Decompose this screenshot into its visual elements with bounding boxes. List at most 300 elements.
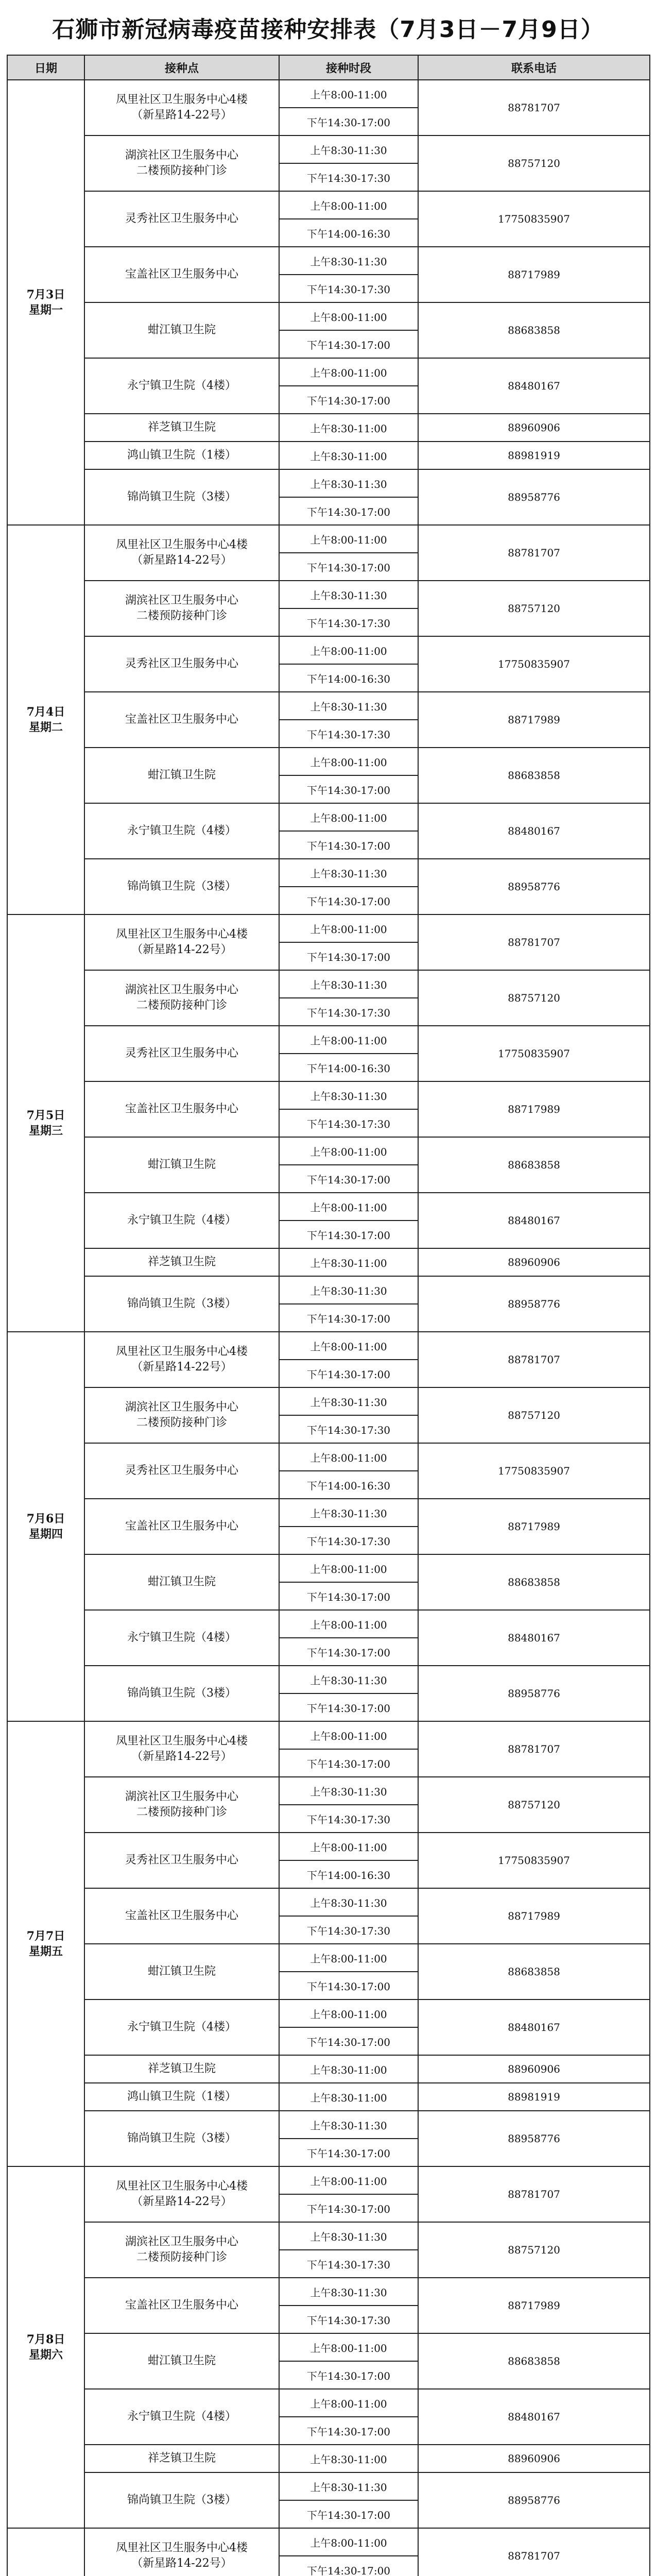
table-row — [7, 1944, 650, 1972]
time-slot-cell: 下午14:30-17:00 — [279, 1582, 418, 1610]
table-row — [7, 358, 650, 386]
site-name-line: 锦尚镇卫生院（3楼） — [127, 880, 236, 893]
time-slot-cell: 下午14:00-16:30 — [279, 1860, 418, 1888]
phone-cell: 88480167 — [418, 358, 650, 414]
site-cell — [84, 1888, 279, 1944]
weekday-label: 星期三 — [28, 1124, 63, 1138]
phone-cell: 88781707 — [418, 2528, 650, 2576]
site-name-line: 二楼预防接种门诊 — [136, 609, 227, 622]
phone-cell: 88960906 — [418, 2055, 650, 2083]
site-name-line: 凤里社区卫生服务中心4楼 — [116, 1345, 248, 1358]
schedule-body — [7, 80, 650, 2576]
site-name-line: 蚶江镇卫生院 — [147, 769, 216, 782]
site-name-line: 二楼预防接种门诊 — [136, 164, 227, 177]
time-slot-cell: 下午14:30-17:30 — [279, 1527, 418, 1554]
table-row — [7, 1137, 650, 1165]
phone-cell: 88757120 — [418, 135, 650, 191]
site-name-line: 凤里社区卫生服务中心4楼 — [116, 2541, 248, 2554]
site-cell — [84, 247, 279, 302]
phone-cell: 88757120 — [418, 581, 650, 636]
site-name-line: 宝盖社区卫生服务中心 — [125, 713, 238, 726]
weekday-label: 星期一 — [28, 303, 63, 317]
phone-cell: 88683858 — [418, 1944, 650, 1999]
time-slot-cell: 下午14:30-17:00 — [279, 1693, 418, 1721]
time-slot-cell: 下午14:30-17:30 — [279, 163, 418, 191]
time-slot-cell: 下午14:30-17:00 — [279, 2194, 418, 2222]
time-slot-cell: 上午8:00-11:00 — [279, 1944, 418, 1972]
site-name-line: 永宁镇卫生院（4楼） — [127, 1214, 236, 1227]
phone-cell: 88781707 — [418, 525, 650, 581]
time-slot-cell: 上午8:30-11:30 — [279, 1888, 418, 1916]
table-row — [7, 2389, 650, 2417]
site-name-line: 祥芝镇卫生院 — [147, 2062, 216, 2075]
date-cell — [7, 2166, 84, 2528]
time-slot-cell: 下午14:30-17:00 — [279, 2139, 418, 2166]
date-label: 7月4日 — [26, 705, 65, 719]
phone-cell: 88717989 — [418, 1499, 650, 1554]
table-row — [7, 1081, 650, 1109]
time-slot-cell: 上午8:00-11:00 — [279, 803, 418, 831]
time-slot-cell: 下午14:00-16:30 — [279, 664, 418, 692]
phone-cell: 88683858 — [418, 1554, 650, 1610]
time-slot-cell: 上午8:30-11:30 — [279, 1777, 418, 1805]
table-row — [7, 1554, 650, 1582]
site-cell — [84, 442, 279, 469]
site-name-line: （新星路14-22号） — [131, 554, 232, 567]
site-name-line: 锦尚镇卫生院（3楼） — [127, 1297, 236, 1310]
phone-cell: 88683858 — [418, 302, 650, 358]
table-row — [7, 247, 650, 275]
site-cell — [84, 2166, 279, 2222]
table-row — [7, 1777, 650, 1805]
phone-cell: 88781707 — [418, 80, 650, 135]
phone-cell: 88480167 — [418, 1999, 650, 2055]
date-cell — [7, 914, 84, 1332]
header-site: 接种点 — [84, 55, 279, 80]
table-row — [7, 803, 650, 831]
site-name-line: 宝盖社区卫生服务中心 — [125, 1103, 238, 1115]
site-cell — [84, 191, 279, 247]
table-row — [7, 2528, 650, 2556]
time-slot-cell: 上午8:30-11:30 — [279, 135, 418, 163]
date-cell — [7, 525, 84, 914]
time-slot-cell: 下午14:00-16:30 — [279, 219, 418, 247]
site-cell — [84, 914, 279, 970]
table-row — [7, 1666, 650, 1693]
time-slot-cell: 上午8:00-11:00 — [279, 748, 418, 775]
time-slot-cell: 上午8:00-11:00 — [279, 914, 418, 942]
weekday-label: 星期六 — [28, 2348, 63, 2362]
time-slot-cell: 下午14:30-17:00 — [279, 1972, 418, 1999]
site-name-line: 宝盖社区卫生服务中心 — [125, 2299, 238, 2312]
phone-cell: 88683858 — [418, 748, 650, 803]
site-name-line: 永宁镇卫生院（4楼） — [127, 2410, 236, 2423]
phone-cell: 88757120 — [418, 1777, 650, 1833]
time-slot-cell: 下午14:30-17:00 — [279, 1638, 418, 1666]
time-slot-cell: 下午14:30-17:30 — [279, 1916, 418, 1944]
time-slot-cell: 下午14:30-17:00 — [279, 1221, 418, 1248]
table-row — [7, 1026, 650, 1054]
time-slot-cell: 上午8:00-11:00 — [279, 1554, 418, 1582]
weekday-label: 星期五 — [28, 1945, 63, 1958]
time-slot-cell: 下午14:30-17:00 — [279, 831, 418, 859]
site-name-line: 蚶江镇卫生院 — [147, 1158, 216, 1171]
phone-cell: 17750835907 — [418, 1833, 650, 1888]
site-name-line: 凤里社区卫生服务中心4楼 — [116, 2180, 248, 2193]
site-name-line: 凤里社区卫生服务中心4楼 — [116, 538, 248, 551]
time-slot-cell: 上午8:00-11:00 — [279, 636, 418, 664]
phone-cell: 88960906 — [418, 414, 650, 442]
time-slot-cell: 下午14:30-17:30 — [279, 275, 418, 302]
time-slot-cell: 下午14:30-17:00 — [279, 330, 418, 358]
site-name-line: 凤里社区卫生服务中心4楼 — [116, 93, 248, 106]
time-slot-cell: 上午8:00-11:00 — [279, 1721, 418, 1749]
site-cell — [84, 1332, 279, 1387]
site-name-line: 宝盖社区卫生服务中心 — [125, 1520, 238, 1533]
time-slot-cell: 下午14:30-17:00 — [279, 2500, 418, 2528]
table-row — [7, 2083, 650, 2111]
table-row — [7, 1248, 650, 1276]
time-slot-cell: 上午8:30-11:30 — [279, 1499, 418, 1527]
site-name-line: （新星路14-22号） — [131, 109, 232, 122]
site-name-line: 凤里社区卫生服务中心4楼 — [116, 928, 248, 941]
time-slot-cell: 下午14:00-16:30 — [279, 1054, 418, 1081]
time-slot-cell: 下午14:30-17:00 — [279, 1360, 418, 1387]
time-slot-cell: 上午8:30-11:00 — [279, 2445, 418, 2472]
header-date: 日期 — [7, 55, 84, 80]
table-row — [7, 191, 650, 219]
time-slot-cell: 上午8:00-11:00 — [279, 1443, 418, 1471]
phone-cell: 88480167 — [418, 1610, 650, 1666]
time-slot-cell: 下午14:30-17:30 — [279, 2250, 418, 2278]
site-cell — [84, 1777, 279, 1833]
table-row — [7, 1499, 650, 1527]
site-name-line: 二楼预防接种门诊 — [136, 2251, 227, 2264]
phone-cell: 88958776 — [418, 469, 650, 525]
site-cell — [84, 2333, 279, 2389]
phone-cell: 88683858 — [418, 1137, 650, 1193]
site-name-line: （新星路14-22号） — [131, 943, 232, 956]
site-cell — [84, 1443, 279, 1499]
site-cell — [84, 80, 279, 135]
site-name-line: 祥芝镇卫生院 — [147, 1256, 216, 1268]
table-row — [7, 442, 650, 469]
time-slot-cell: 上午8:00-11:00 — [279, 191, 418, 219]
site-cell — [84, 469, 279, 525]
site-name-line: （新星路14-22号） — [131, 1750, 232, 1763]
table-row — [7, 581, 650, 608]
table-row — [7, 748, 650, 775]
time-slot-cell: 上午8:30-11:30 — [279, 469, 418, 497]
site-cell — [84, 135, 279, 191]
table-row — [7, 2333, 650, 2361]
table-row — [7, 636, 650, 664]
weekday-label: 星期四 — [28, 1528, 63, 1541]
time-slot-cell: 上午8:00-11:00 — [279, 1137, 418, 1165]
table-row — [7, 1610, 650, 1638]
date-cell — [7, 80, 84, 525]
phone-cell: 88781707 — [418, 1721, 650, 1777]
weekday-label: 星期二 — [28, 721, 63, 734]
site-name-line: 鸿山镇卫生院（1楼） — [127, 2090, 236, 2103]
table-row — [7, 135, 650, 163]
site-name-line: （新星路14-22号） — [131, 1361, 232, 1374]
time-slot-cell: 上午8:00-11:00 — [279, 2528, 418, 2556]
table-row — [7, 914, 650, 942]
table-row — [7, 692, 650, 720]
table-row — [7, 2445, 650, 2472]
site-name-line: （新星路14-22号） — [131, 2195, 232, 2208]
table-row — [7, 302, 650, 330]
site-cell — [84, 1554, 279, 1610]
site-cell — [84, 803, 279, 859]
site-cell — [84, 1666, 279, 1721]
date-cell — [7, 2528, 84, 2576]
site-cell — [84, 2222, 279, 2278]
site-cell — [84, 1610, 279, 1666]
date-cell — [7, 1721, 84, 2166]
site-name-line: 永宁镇卫生院（4楼） — [127, 379, 236, 392]
site-cell — [84, 2528, 279, 2576]
site-cell — [84, 1137, 279, 1193]
site-name-line: 永宁镇卫生院（4楼） — [127, 2021, 236, 2033]
time-slot-cell: 上午8:30-11:30 — [279, 1276, 418, 1304]
time-slot-cell: 下午14:30-17:00 — [279, 553, 418, 581]
site-name-line: 湖滨社区卫生服务中心 — [125, 984, 238, 996]
time-slot-cell: 下午14:30-17:30 — [279, 998, 418, 1026]
table-row — [7, 1332, 650, 1360]
time-slot-cell: 上午8:30-11:30 — [279, 692, 418, 720]
site-cell — [84, 2278, 279, 2333]
time-slot-cell: 下午14:00-16:30 — [279, 1471, 418, 1499]
site-cell — [84, 1387, 279, 1443]
site-name-line: 蚶江镇卫生院 — [147, 1575, 216, 1588]
site-cell — [84, 1944, 279, 1999]
phone-cell: 17750835907 — [418, 1443, 650, 1499]
phone-cell: 88781707 — [418, 914, 650, 970]
site-cell — [84, 302, 279, 358]
site-name-line: 湖滨社区卫生服务中心 — [125, 1401, 238, 1414]
phone-cell: 88717989 — [418, 1888, 650, 1944]
table-row — [7, 1833, 650, 1860]
table-row — [7, 1721, 650, 1749]
phone-cell: 88480167 — [418, 2389, 650, 2445]
site-cell — [84, 1248, 279, 1276]
table-row — [7, 1276, 650, 1304]
site-name-line: 灵秀社区卫生服务中心 — [125, 1047, 238, 1060]
site-cell — [84, 581, 279, 636]
time-slot-cell: 上午8:00-11:00 — [279, 358, 418, 386]
time-slot-cell: 上午8:30-11:30 — [279, 1387, 418, 1415]
time-slot-cell: 下午14:30-17:00 — [279, 887, 418, 914]
site-cell — [84, 970, 279, 1026]
time-slot-cell: 上午8:30-11:30 — [279, 247, 418, 275]
time-slot-cell: 下午14:30-17:00 — [279, 2417, 418, 2445]
phone-cell: 88958776 — [418, 2472, 650, 2528]
site-name-line: 鸿山镇卫生院（1楼） — [127, 449, 236, 462]
site-cell — [84, 2111, 279, 2166]
site-cell — [84, 358, 279, 414]
header-slot: 接种时段 — [279, 55, 418, 80]
phone-cell: 88981919 — [418, 2083, 650, 2111]
table-row — [7, 525, 650, 553]
table-row — [7, 859, 650, 887]
site-cell — [84, 1081, 279, 1137]
site-cell — [84, 1721, 279, 1777]
table-row — [7, 2222, 650, 2250]
time-slot-cell: 下午14:30-17:30 — [279, 720, 418, 748]
site-name-line: 凤里社区卫生服务中心4楼 — [116, 1735, 248, 1748]
time-slot-cell: 下午14:30-17:00 — [279, 108, 418, 135]
time-slot-cell: 上午8:00-11:00 — [279, 525, 418, 553]
site-cell — [84, 748, 279, 803]
time-slot-cell: 上午8:00-11:00 — [279, 1026, 418, 1054]
site-name-line: 宝盖社区卫生服务中心 — [125, 1909, 238, 1922]
time-slot-cell: 上午8:30-11:00 — [279, 2055, 418, 2083]
site-name-line: 湖滨社区卫生服务中心 — [125, 149, 238, 162]
site-name-line: 祥芝镇卫生院 — [147, 2452, 216, 2465]
time-slot-cell: 下午14:30-17:00 — [279, 1304, 418, 1332]
table-row — [7, 80, 650, 108]
site-name-line: 湖滨社区卫生服务中心 — [125, 2235, 238, 2248]
table-row — [7, 1999, 650, 2027]
site-cell — [84, 692, 279, 748]
time-slot-cell: 下午14:30-17:00 — [279, 1165, 418, 1193]
header-row — [7, 55, 650, 80]
table-row — [7, 2055, 650, 2083]
table-row — [7, 2278, 650, 2306]
phone-cell: 17750835907 — [418, 1026, 650, 1081]
time-slot-cell: 上午8:30-11:00 — [279, 442, 418, 469]
site-name-line: 二楼预防接种门诊 — [136, 999, 227, 1012]
site-name-line: 蚶江镇卫生院 — [147, 2354, 216, 2367]
site-cell — [84, 1193, 279, 1248]
date-label: 7月8日 — [26, 2333, 65, 2346]
time-slot-cell: 下午14:30-17:00 — [279, 1749, 418, 1777]
site-cell — [84, 1499, 279, 1554]
table-row — [7, 2166, 650, 2194]
table-row — [7, 1193, 650, 1221]
phone-cell: 88480167 — [418, 1193, 650, 1248]
header-phone: 联系电话 — [418, 55, 650, 80]
phone-cell: 88781707 — [418, 2166, 650, 2222]
phone-cell: 88717989 — [418, 247, 650, 302]
phone-cell: 17750835907 — [418, 636, 650, 692]
phone-cell: 88757120 — [418, 1387, 650, 1443]
phone-cell: 88717989 — [418, 1081, 650, 1137]
site-name-line: 二楼预防接种门诊 — [136, 1416, 227, 1429]
site-name-line: 湖滨社区卫生服务中心 — [125, 594, 238, 607]
site-cell — [84, 2472, 279, 2528]
phone-cell: 88757120 — [418, 970, 650, 1026]
table-row — [7, 970, 650, 998]
phone-cell: 88717989 — [418, 692, 650, 748]
time-slot-cell: 下午14:30-17:30 — [279, 608, 418, 636]
site-cell — [84, 1833, 279, 1888]
table-row — [7, 2472, 650, 2500]
time-slot-cell: 下午14:30-17:00 — [279, 775, 418, 803]
time-slot-cell: 下午14:30-17:00 — [279, 497, 418, 525]
phone-cell: 17750835907 — [418, 191, 650, 247]
time-slot-cell: 上午8:30-11:30 — [279, 2278, 418, 2306]
time-slot-cell: 上午8:30-11:00 — [279, 1248, 418, 1276]
site-name-line: 蚶江镇卫生院 — [147, 324, 216, 336]
site-cell — [84, 1276, 279, 1332]
phone-cell: 88958776 — [418, 2111, 650, 2166]
site-name-line: 锦尚镇卫生院（3楼） — [127, 490, 236, 503]
table-row — [7, 469, 650, 497]
time-slot-cell: 上午8:30-11:00 — [279, 414, 418, 442]
site-cell — [84, 859, 279, 914]
time-slot-cell: 下午14:30-17:00 — [279, 386, 418, 414]
time-slot-cell: 下午14:30-17:00 — [279, 2556, 418, 2576]
phone-cell: 88717989 — [418, 2278, 650, 2333]
site-name-line: 锦尚镇卫生院（3楼） — [127, 2494, 236, 2506]
site-cell — [84, 525, 279, 581]
site-name-line: 宝盖社区卫生服务中心 — [125, 268, 238, 281]
time-slot-cell: 上午8:30-11:30 — [279, 970, 418, 998]
date-cell — [7, 1332, 84, 1721]
phone-cell: 88757120 — [418, 2222, 650, 2278]
time-slot-cell: 下午14:30-17:00 — [279, 942, 418, 970]
site-name-line: （新星路14-22号） — [131, 2557, 232, 2570]
time-slot-cell: 上午8:00-11:00 — [279, 302, 418, 330]
time-slot-cell: 下午14:30-17:30 — [279, 2306, 418, 2333]
date-label: 7月3日 — [26, 288, 65, 301]
site-name-line: 灵秀社区卫生服务中心 — [125, 657, 238, 670]
site-name-line: 蚶江镇卫生院 — [147, 1965, 216, 1978]
time-slot-cell: 上午8:30-11:30 — [279, 2222, 418, 2250]
site-name-line: 永宁镇卫生院（4楼） — [127, 824, 236, 837]
time-slot-cell: 上午8:00-11:00 — [279, 1610, 418, 1638]
site-cell — [84, 2445, 279, 2472]
time-slot-cell: 上午8:30-11:30 — [279, 1666, 418, 1693]
time-slot-cell: 下午14:30-17:30 — [279, 1805, 418, 1833]
time-slot-cell: 上午8:30-11:30 — [279, 2472, 418, 2500]
table-row — [7, 1888, 650, 1916]
time-slot-cell: 上午8:30-11:00 — [279, 2083, 418, 2111]
site-name-line: 永宁镇卫生院（4楼） — [127, 1631, 236, 1644]
page-title: 石狮市新冠病毒疫苗接种安排表（7月3日－7月9日） — [52, 16, 604, 43]
site-name-line: 湖滨社区卫生服务中心 — [125, 1790, 238, 1803]
time-slot-cell: 上午8:00-11:00 — [279, 1332, 418, 1360]
phone-cell: 88960906 — [418, 1248, 650, 1276]
time-slot-cell: 上午8:00-11:00 — [279, 1999, 418, 2027]
phone-cell: 88480167 — [418, 803, 650, 859]
time-slot-cell: 上午8:30-11:30 — [279, 2111, 418, 2139]
site-name-line: 锦尚镇卫生院（3楼） — [127, 2132, 236, 2145]
site-cell — [84, 636, 279, 692]
table-row — [7, 2111, 650, 2139]
table-row — [7, 414, 650, 442]
site-cell — [84, 1999, 279, 2055]
phone-cell: 88960906 — [418, 2445, 650, 2472]
date-label: 7月5日 — [26, 1109, 65, 1122]
time-slot-cell: 下午14:30-17:30 — [279, 1109, 418, 1137]
schedule-table — [7, 55, 650, 2576]
site-cell — [84, 1026, 279, 1081]
date-label: 7月6日 — [26, 1512, 65, 1526]
time-slot-cell: 上午8:00-11:00 — [279, 1193, 418, 1221]
time-slot-cell: 上午8:30-11:30 — [279, 581, 418, 608]
time-slot-cell: 上午8:30-11:30 — [279, 1081, 418, 1109]
site-cell — [84, 2055, 279, 2083]
phone-cell: 88958776 — [418, 1276, 650, 1332]
time-slot-cell: 上午8:00-11:00 — [279, 2166, 418, 2194]
time-slot-cell: 下午14:30-17:00 — [279, 2361, 418, 2389]
time-slot-cell: 上午8:00-11:00 — [279, 2389, 418, 2417]
table-row — [7, 1443, 650, 1471]
